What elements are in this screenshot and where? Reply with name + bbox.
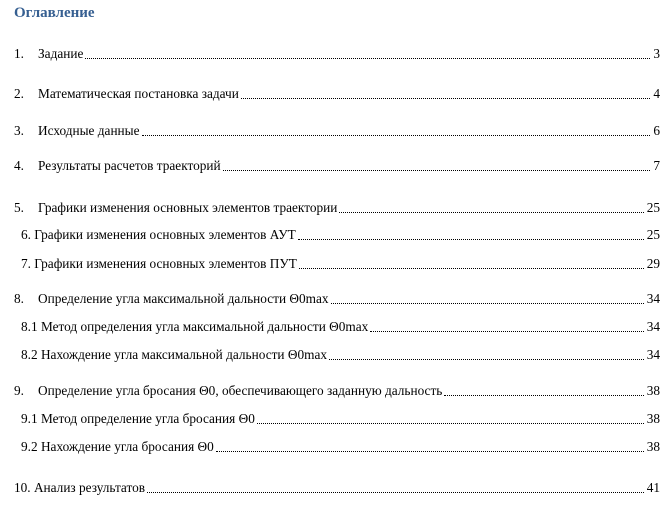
toc-dot-leader [299, 268, 644, 269]
toc-entry[interactable] [0, 158, 666, 174]
toc-entry-page-number: 38 [646, 439, 660, 454]
toc-dot-leader [241, 98, 650, 99]
toc-heading: Оглавление [14, 5, 95, 21]
toc-entry-number: 2. [14, 86, 24, 101]
toc-entry[interactable] [0, 439, 666, 455]
toc-dot-leader [298, 239, 644, 240]
toc-entry-title: Математическая постановка задачи [38, 86, 239, 101]
toc-entry-title: 8.1 Метод определения угла максимальной дальности Θ0max [21, 319, 369, 334]
toc-entry-page-number: 38 [646, 411, 660, 426]
toc-dot-leader [331, 303, 644, 304]
toc-entry-title: Графики изменения основных элементов траектории [38, 200, 338, 215]
toc-entry[interactable] [0, 319, 666, 335]
toc-entry[interactable] [0, 347, 666, 363]
toc-dot-leader [329, 359, 644, 360]
toc-entry-page-number: 25 [646, 227, 660, 242]
toc-entry-title: Результаты расчетов траекторий [38, 158, 221, 173]
toc-entry-page-number: 38 [646, 383, 660, 398]
toc-entry[interactable] [0, 123, 666, 139]
toc-entry[interactable] [0, 46, 666, 62]
toc-entry-number: 8. [14, 291, 24, 306]
toc-entry-page-number: 3 [653, 46, 660, 61]
toc-entry-page-number: 34 [646, 347, 660, 362]
toc-entry-title: 10. Анализ результатов [14, 480, 146, 495]
toc-entry-number: 4. [14, 158, 24, 173]
toc-entry[interactable] [0, 227, 666, 243]
toc-entry[interactable] [0, 200, 666, 216]
toc-dot-leader [223, 170, 650, 171]
toc-entry[interactable] [0, 383, 666, 399]
toc-entry-page-number: 29 [646, 256, 660, 271]
toc-entry-number: 1. [14, 46, 24, 61]
toc-entry-title: 7. Графики изменения основных элементов ПУТ [21, 256, 297, 271]
toc-entry-page-number: 4 [653, 86, 660, 101]
toc-dot-leader [257, 423, 644, 424]
toc-entry-title: 9.1 Метод определение угла бросания Θ0 [21, 411, 255, 426]
toc-dot-leader [85, 58, 650, 59]
toc-entry[interactable] [0, 480, 666, 496]
toc-entry[interactable] [0, 291, 666, 307]
toc-dot-leader [370, 331, 644, 332]
toc-entry-page-number: 7 [653, 158, 660, 173]
toc-entry-page-number: 34 [646, 291, 660, 306]
toc-dot-leader [339, 212, 644, 213]
toc-entry-number: 5. [14, 200, 24, 215]
toc-entry-page-number: 6 [653, 123, 660, 138]
toc-dot-leader [444, 395, 644, 396]
toc-dot-leader [216, 451, 644, 452]
toc-entry-page-number: 25 [646, 200, 660, 215]
toc-entry-page-number: 34 [646, 319, 660, 334]
toc-dot-leader [142, 135, 650, 136]
toc-entry-title: 6. Графики изменения основных элементов АУТ [21, 227, 296, 242]
toc-entry-title: Определение угла максимальной дальности Θ0max [38, 291, 329, 306]
toc-entry-number: 9. [14, 383, 24, 398]
toc-entry-title: Задание [38, 46, 84, 61]
toc-entry-title: 8.2 Нахождение угла максимальной дальности Θ0max [21, 347, 328, 362]
toc-entry-title: Исходные данные [38, 123, 140, 138]
toc-entry-title: 9.2 Нахождение угла бросания Θ0 [21, 439, 214, 454]
toc-entry[interactable] [0, 86, 666, 102]
toc-dot-leader [147, 492, 644, 493]
toc-entry-page-number: 41 [646, 480, 660, 495]
toc-entry-title: Определение угла бросания Θ0, обеспечивающего заданную дальность [38, 383, 443, 398]
toc-entry[interactable] [0, 256, 666, 272]
toc-entry[interactable] [0, 411, 666, 427]
toc-entry-number: 3. [14, 123, 24, 138]
